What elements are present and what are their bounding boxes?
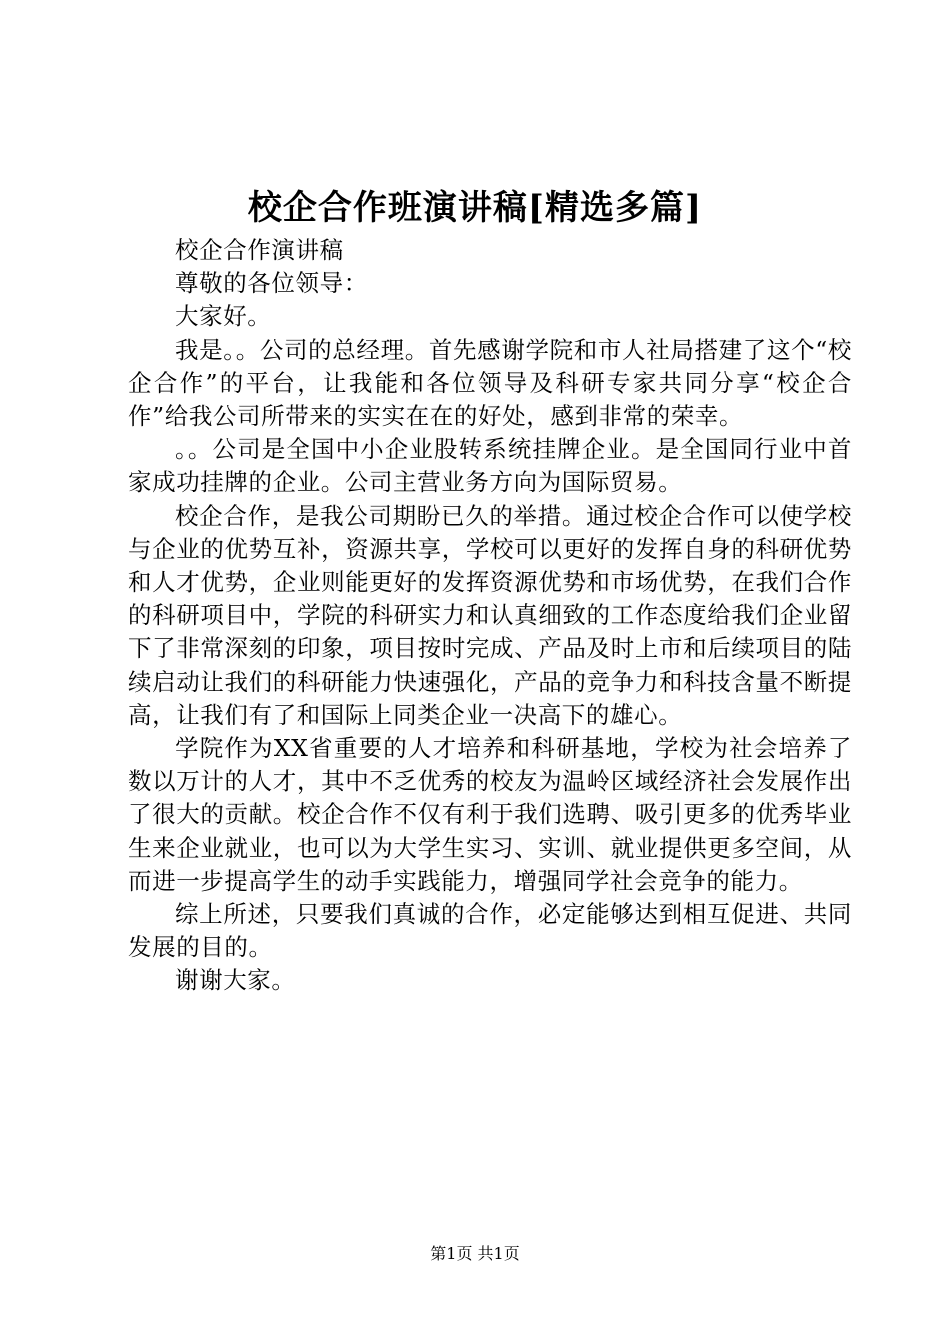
paragraph-college: 学院作为XX省重要的人才培养和科研基地，学校为社会培养了数以万计的人才，其中不乏优秀的校友为温岭区域经济社会发展作出了很大的贡献。校企合作不仅有利于我们选聘、吸引更多的优秀毕业生来企业就业，也可以为大学生实习、实训、就业提供更多空间，从而进一步提高学生的动手实践能力，增强同学社会竞争的能力。 [128,734,852,895]
paragraph-cooperation: 校企合作，是我公司期盼已久的举措。通过校企合作可以使学校与企业的优势互补，资源共享，学校可以更好的发挥自身的科研优势和人才优势，企业则能更好的发挥资源优势和市场优势，在我们合作的科研项目中，学院的科研实力和认真细致的工作态度给我们企业留下了非常深刻的印象，项目按时完成、产品及时上市和后续项目的陆续启动让我们的科研能力快速强化，产品的竞争力和科技含量不断提高，让我们有了和国际上同类企业一决高下的雄心。 [128,501,852,729]
paragraph-heading: 校企合作演讲稿 [175,236,344,264]
paragraph-conclusion: 综上所述，只要我们真诚的合作，必定能够达到相互促进、共同发展的目的。 [128,900,852,962]
paragraph-salutation: 尊敬的各位领导： [175,269,368,298]
paragraph-introduction: 我是。。公司的总经理。首先感谢学院和市人社局搭建了这个“校企合作”的平台，让我能和各位领导及科研专家共同分享“校企合作”给我公司所带来的实实在在的好处，感到非常的荣幸。 [128,335,852,431]
paragraph-thanks: 谢谢大家。 [175,966,296,995]
document-title: 校企合作班演讲稿[精选多篇] [247,188,703,228]
page-number: 第1页 共1页 [430,1244,520,1263]
paragraph-greeting: 大家好。 [175,302,272,331]
document-body [128,234,852,998]
paragraph-company: 。。公司是全国中小企业股转系统挂牌企业。是全国同行业中首家成功挂牌的企业。公司主营业务方向为国际贸易。 [128,435,852,497]
